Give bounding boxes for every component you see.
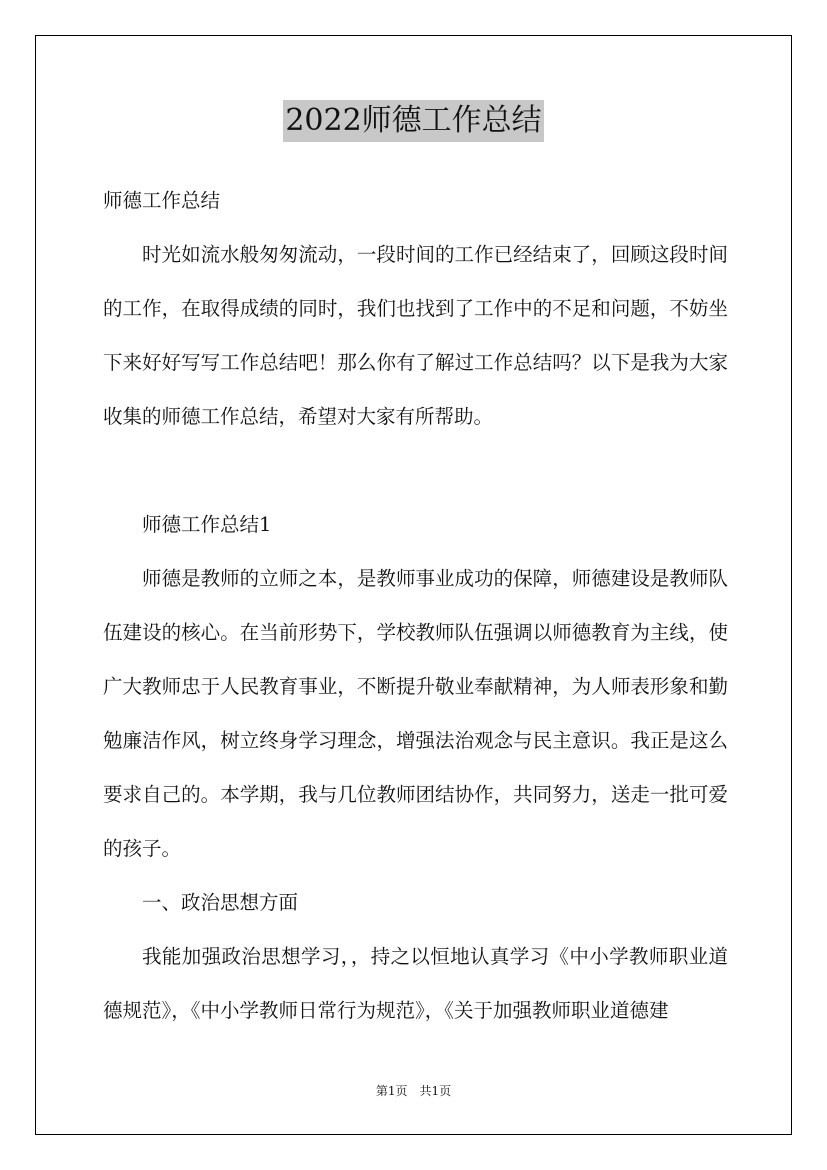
subheading: 一、政治思想方面 — [142, 891, 299, 914]
document-subtitle: 师德工作总结 — [103, 189, 221, 212]
page-footer: 第1页 共1页 — [375, 1084, 452, 1098]
document-body — [103, 174, 728, 1038]
blank-line — [103, 444, 728, 498]
section-heading: 师德工作总结1 — [142, 513, 272, 536]
section-paragraph: 我能加强政治思想学习，，持之以恒地认真学习《中小学教师职业道德规范》，《中小学教师日常行为规范》，《关于加强教师职业道德建 — [103, 945, 728, 1022]
intro-paragraph: 时光如流水般匆匆流动，一段时间的工作已经结束了，回顾这段时间的工作，在取得成绩的同时，我们也找到了工作中的不足和问题，不妨坐下来好好写写工作总结吧！那么你有了解过工作总结吗？以下是我为大家收集的师德工作总结，希望对大家有所帮助。 — [103, 243, 728, 428]
document-title: 2022师德工作总结 — [283, 100, 543, 142]
section-paragraph: 师德是教师的立师之本，是教师事业成功的保障，师德建设是教师队伍建设的核心。在当前形势下，学校教师队伍强调以师德教育为主线，使广大教师忠于人民教育事业，不断提升敬业奉献精神，为人师表形象和勤勉廉洁作风，树立终身学习理念，增强法治观念与民主意识。我正是这么要求自己的。本学期，我与几位教师团结协作，共同努力，送走一批可爱的孩子。 — [103, 567, 728, 860]
title-container — [0, 100, 827, 142]
